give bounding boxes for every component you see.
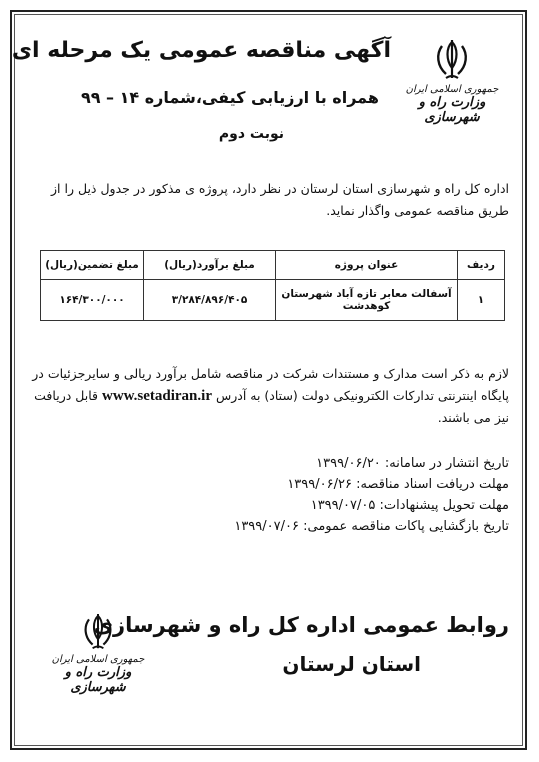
cell-guarantee-amount: ۱۶۴/۳۰۰/۰۰۰ xyxy=(41,280,144,321)
website-link[interactable]: www.setadiran.ir xyxy=(101,388,212,404)
ministry-logo-top xyxy=(392,38,512,125)
header-estimated-amount: مبلغ برآورد(ریال) xyxy=(144,251,276,280)
intro-paragraph: اداره کل راه و شهرسازی استان لرستان در نظر دارد، پروژه ی مذکور در جدول ذیل را از طریق مناقصه عمومی واگذار نماید. xyxy=(51,181,509,218)
date-submission-deadline: مهلت تحویل پیشنهادات: ۱۳۹۹/۰۷/۰۵ xyxy=(310,498,509,513)
details-text-end: قابل دریافت نیز می باشند. xyxy=(34,388,509,425)
project-table xyxy=(40,250,505,321)
iran-emblem-icon xyxy=(432,38,472,82)
header-row-number: ردیف xyxy=(458,251,505,280)
cell-project-title: آسفالت معابر تازه آباد شهرستان کوهدشت xyxy=(276,280,458,321)
footer-department: روابط عمومی اداره کل راه و شهرسازی xyxy=(93,613,509,637)
logo-ministry-text: وزارت راه و شهرسازی xyxy=(64,665,132,695)
details-paragraph xyxy=(29,363,509,429)
date-documents-deadline: مهلت دریافت اسناد مناقصه: ۱۳۹۹/۰۶/۲۶ xyxy=(287,477,509,492)
header-project-title: عنوان پروژه xyxy=(276,251,458,280)
logo-ministry-text: وزارت راه و شهرسازی xyxy=(418,95,486,125)
notice-title: آگهی مناقصه عمومی یک مرحله ای xyxy=(11,38,391,63)
footer-province: استان لرستان xyxy=(282,652,421,676)
header-guarantee-amount: مبلغ تضمین(ریال) xyxy=(41,251,144,280)
cell-estimated-amount: ۳/۲۸۴/۸۹۶/۴۰۵ xyxy=(144,280,276,321)
table-header-row xyxy=(41,251,505,280)
logo-country-text: جمهوری اسلامی ایران xyxy=(51,654,145,665)
date-opening: تاریخ بازگشایی پاکات مناقصه عمومی: ۱۳۹۹/۰۷/۰۶ xyxy=(234,519,509,534)
notice-subtitle: همراه با ارزیابی کیفی،شماره ۱۴ – ۹۹ xyxy=(80,88,379,107)
logo-country-text: جمهوری اسلامی ایران xyxy=(405,84,499,95)
dates-list xyxy=(29,453,509,537)
date-publish: تاریخ انتشار در سامانه: ۱۳۹۹/۰۶/۲۰ xyxy=(316,456,509,471)
cell-row-number: ۱ xyxy=(458,280,505,321)
details-text: لازم به ذکر است مدارک و مستندات شرکت در مناقصه شامل برآورد ریالی و سایرجزئیات در پایگاه اینترنتی تدارکات الکترونیکی دولت (ستاد) به آدرس xyxy=(32,366,509,403)
table-row xyxy=(41,280,505,321)
notice-round: نوبت دوم xyxy=(218,126,284,142)
